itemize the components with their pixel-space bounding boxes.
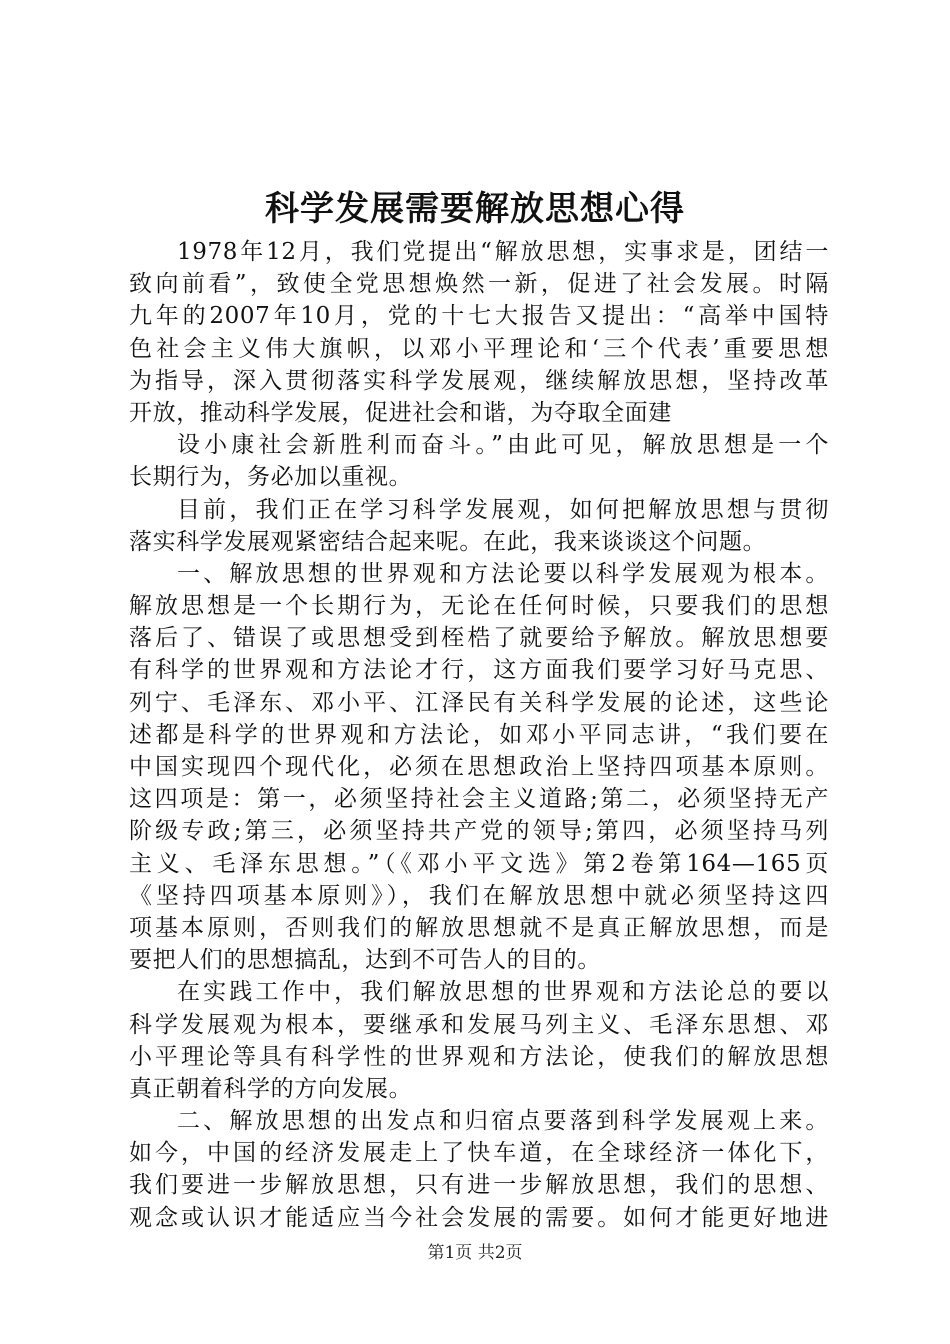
text-line: 中国实现四个现代化，必须在思想政治上坚持四项基本原则。 bbox=[129, 754, 829, 780]
text-line: 这四项是：第一，必须坚持社会主义道路;第二，必须坚持无产 bbox=[129, 786, 829, 813]
text-line: 为指导，深入贯彻落实科学发展观，继续解放思想，坚持改革 bbox=[129, 367, 829, 394]
text-line: 真正朝着科学的方向发展。 bbox=[129, 1075, 413, 1102]
text-line: 在实践工作中，我们解放思想的世界观和方法论总的要以 bbox=[177, 979, 829, 1006]
text-line: 如今，中国的经济发展走上了快车道，在全球经济一体化下， bbox=[129, 1140, 829, 1167]
text-line: 阶级专政;第三，必须坚持共产党的领导;第四，必须坚持马列 bbox=[129, 818, 829, 845]
text-line: 长期行为，务必加以重视。 bbox=[129, 464, 413, 491]
text-line: 有科学的世界观和方法论才行，这方面我们要学习好马克思、 bbox=[129, 657, 829, 684]
text-line: 一、解放思想的世界观和方法论要以科学发展观为根本。 bbox=[177, 560, 829, 587]
text-line: 要把人们的思想搞乱，达到不可告人的目的。 bbox=[129, 947, 601, 974]
document-body bbox=[129, 236, 829, 1234]
text-line: 致向前看”，致使全党思想焕然一新，促进了社会发展。时隔 bbox=[129, 271, 829, 298]
document-title: 科学发展需要解放思想心得 bbox=[265, 189, 685, 229]
text-line: 色社会主义伟大旗帜，以邓小平理论和‘三个代表’重要思想 bbox=[129, 335, 829, 362]
text-line: 小平理论等具有科学性的世界观和方法论，使我们的解放思想 bbox=[129, 1043, 829, 1070]
text-line: 落实科学发展观紧密结合起来呢。在此，我来谈谈这个问题。 bbox=[129, 528, 767, 555]
text-line: 设小康社会新胜利而奋斗。”由此可见，解放思想是一个 bbox=[177, 432, 829, 459]
text-line: 《坚持四项基本原则》），我们在解放思想中就必须坚持这四 bbox=[129, 882, 829, 909]
text-line: 主义、毛泽东思想。”（《邓小平文选》第2卷第164—165页 bbox=[129, 850, 829, 877]
text-line: 二、解放思想的出发点和归宿点要落到科学发展观上来。 bbox=[177, 1108, 829, 1135]
text-line: 我们要进一步解放思想，只有进一步解放思想，我们的思想、 bbox=[129, 1172, 829, 1199]
page-footer: 第1页 共2页 bbox=[427, 1243, 523, 1263]
text-line: 落后了、错误了或思想受到桎梏了就要给予解放。解放思想要 bbox=[129, 625, 829, 652]
text-line: 1978年12月，我们党提出“解放思想，实事求是，团结一 bbox=[177, 239, 829, 265]
text-line: 列宁、毛泽东、邓小平、江泽民有关科学发展的论述，这些论 bbox=[129, 689, 829, 716]
text-line: 开放，推动科学发展，促进社会和谐，为夺取全面建 bbox=[129, 399, 672, 426]
text-line: 九年的2007年10月，党的十七大报告又提出：“高举中国特 bbox=[129, 303, 829, 330]
text-line: 解放思想是一个长期行为，无论在任何时候，只要我们的思想 bbox=[129, 593, 829, 620]
text-line: 观念或认识才能适应当今社会发展的需要。如何才能更好地进 bbox=[129, 1204, 829, 1231]
text-line: 目前，我们正在学习科学发展观，如何把解放思想与贯彻 bbox=[177, 496, 829, 523]
text-line: 述都是科学的世界观和方法论，如邓小平同志讲，“我们要在 bbox=[129, 721, 829, 748]
text-line: 科学发展观为根本，要继承和发展马列主义、毛泽东思想、邓 bbox=[129, 1011, 829, 1038]
text-line: 项基本原则，否则我们的解放思想就不是真正解放思想，而是 bbox=[129, 914, 829, 941]
